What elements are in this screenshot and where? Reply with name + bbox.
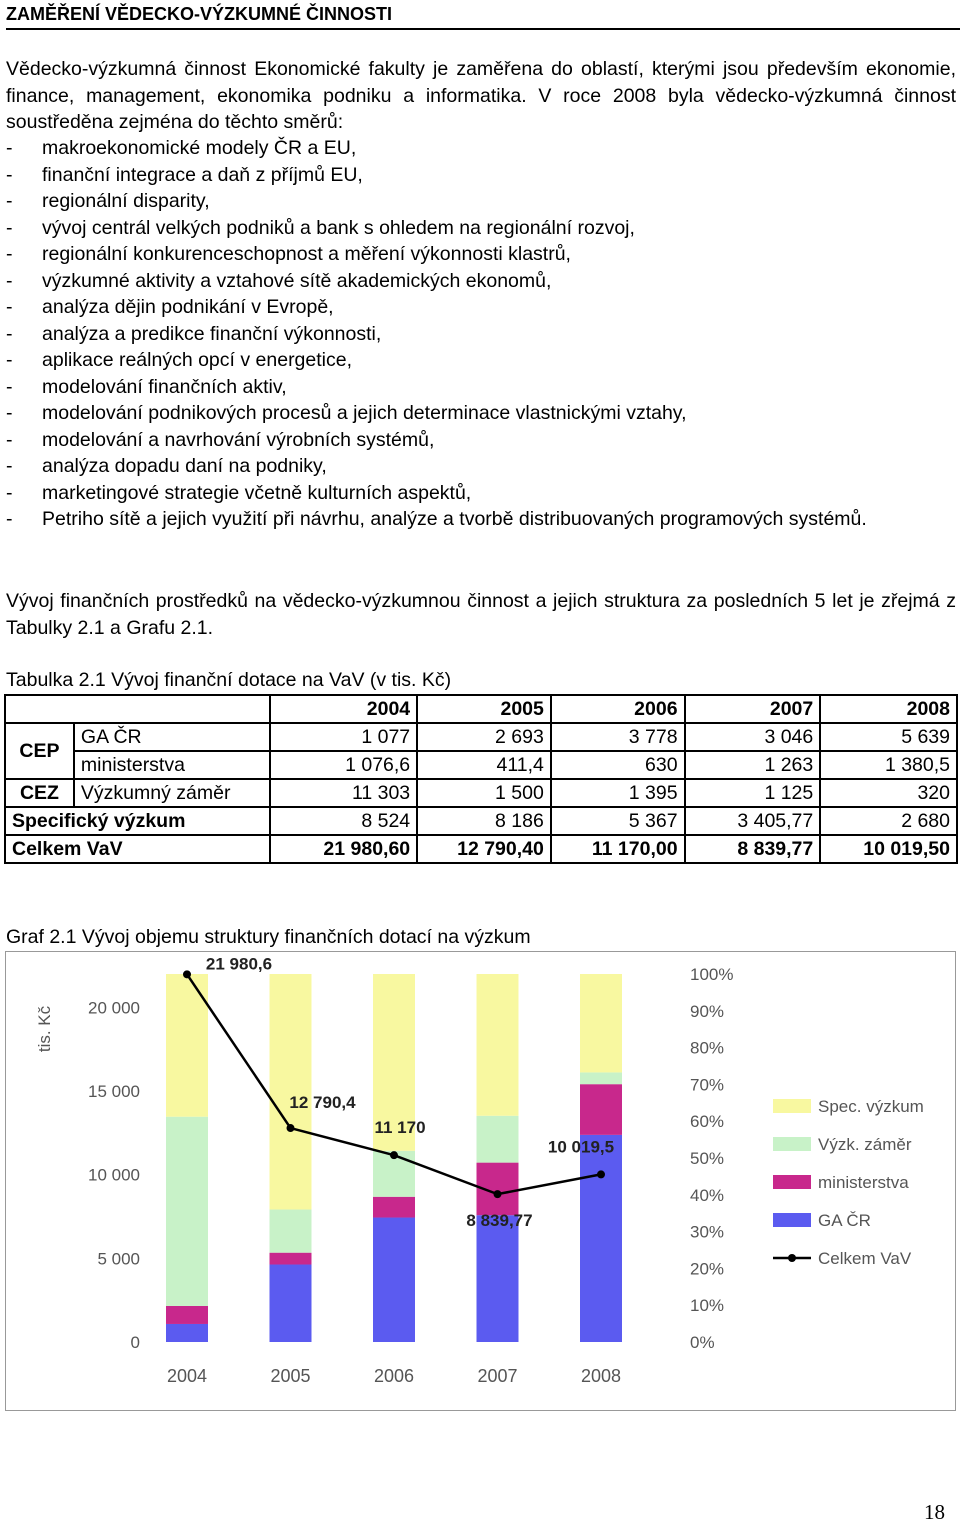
chart-frame (5, 951, 956, 1411)
legend-swatch (773, 1213, 811, 1227)
funding-chart (6, 952, 955, 1410)
funding-text: Vývoj finančních prostředků na vědecko-výzkumnou činnost a jejich struktura za posledních 5 let je zřejmá z Tabulky 2.1 a Grafu 2.1. (6, 590, 956, 639)
left-axis-tick-label: 5 000 (97, 1249, 140, 1269)
table-cell: 2 680 (820, 807, 957, 835)
legend-label: Výzk. záměr (818, 1135, 912, 1154)
table-row (5, 779, 957, 807)
research-directions-list (6, 135, 956, 533)
right-axis-tick-label: 60% (690, 1112, 725, 1132)
total-line-data-label: 10 019,5 (547, 1137, 615, 1157)
bar-segment-ministerstva (166, 1306, 208, 1324)
right-axis-tick-label: 50% (690, 1149, 725, 1168)
legend-line-marker (788, 1254, 796, 1262)
total-line-point (494, 1190, 502, 1198)
total-line-point (287, 1124, 295, 1132)
table-cell: 11 303 (270, 779, 418, 807)
bar-segment-ministerstva (270, 1253, 312, 1265)
bar-segment-ga-r (477, 1215, 519, 1342)
intro-paragraph (6, 56, 956, 136)
year-header: 2004 (270, 695, 418, 723)
funding-paragraph (6, 588, 956, 641)
table-cell: 1 077 (270, 723, 418, 751)
total-line-data-label: 12 790,4 (289, 1093, 356, 1113)
bar-segment-ga-r (166, 1324, 208, 1342)
chart-caption: Graf 2.1 Vývoj objemu struktury finančních dotací na výzkum (6, 926, 531, 948)
x-axis-tick-label: 2006 (373, 1366, 415, 1386)
table-total-row (5, 835, 957, 863)
bar-segment-ministerstva (580, 1084, 622, 1135)
bar-segment-ministerstva (373, 1197, 415, 1218)
year-header: 2008 (820, 695, 957, 723)
total-line-point (597, 1170, 605, 1178)
bar-segment-ga-r (270, 1265, 312, 1342)
table-cell: 320 (820, 779, 957, 807)
table-cell: 3 778 (551, 723, 685, 751)
list-item: - regionální konkurenceschopnost a měření výkonnosti klastrů, (6, 243, 571, 265)
bar-segment-spec-v-zkum (477, 974, 519, 1116)
total-line-point (390, 1151, 398, 1159)
intro-text: Vědecko-výzkumná činnost Ekonomické fakulty je zaměřena do oblastí, kterými jsou především ekonomie, finance, management, ekonomika podniku a informatika. V roce 2008 byla vědecko-výzkumná činnost soustředěna zejména do těchto směrů: (6, 58, 956, 133)
total-line-data-label: 21 980,6 (205, 954, 273, 974)
table-row (5, 751, 957, 779)
row-label: ministerstva (74, 751, 270, 779)
list-item: - výzkumné aktivity a vztahové sítě akademických ekonomů, (6, 269, 552, 292)
total-line-point (183, 970, 191, 978)
right-axis-tick-label: 80% (690, 1038, 725, 1058)
table-cell: 10 019,50 (820, 835, 957, 863)
table-cell: 1 125 (685, 779, 821, 807)
bar-segment-v-zk-z-m-r (166, 1117, 208, 1306)
row-label: Celkem VaV (5, 835, 270, 863)
x-axis-tick-label: 2008 (580, 1366, 622, 1386)
list-item: - Petriho sítě a jejich využití při návrhu, analýze a tvorbě distribuovaných programových systémů. (6, 508, 867, 530)
list-item: - analýza dějin podnikání v Evropě, (6, 296, 334, 318)
list-item: - analýza dopadu daní na podniky, (6, 455, 327, 477)
section-heading: ZAMĚŘENÍ VĚDECKO-VÝZKUMNÉ ČINNOSTI (6, 2, 960, 30)
bar-segment-v-zk-z-m-r (270, 1210, 312, 1253)
legend-label: Celkem VaV (818, 1249, 912, 1268)
list-item: - makroekonomické modely ČR a EU, (6, 137, 357, 159)
table-cell: 3 405,77 (685, 807, 821, 835)
total-line-data-label: 11 170 (374, 1118, 426, 1138)
table-cell: 11 170,00 (551, 835, 685, 863)
table-cell: 12 790,40 (417, 835, 551, 863)
table-cell: 1 076,6 (270, 751, 418, 779)
cez-group-label: CEZ (5, 779, 74, 807)
right-axis-tick-label: 100% (690, 965, 734, 984)
table-cell: 5 639 (820, 723, 957, 751)
list-item: - modelování finančních aktiv, (6, 375, 287, 398)
left-axis-tick-label: 10 000 (88, 1165, 140, 1185)
list-item: - regionální disparity, (6, 190, 210, 212)
bar-segment-ga-r (373, 1218, 415, 1342)
right-axis-tick-label: 70% (690, 1075, 725, 1095)
total-line-data-label: 8 839,77 (466, 1211, 533, 1231)
right-axis-tick-label: 30% (690, 1222, 725, 1242)
bar-segment-spec-v-zkum (270, 974, 312, 1210)
list-item: - analýza a predikce finanční výkonnosti, (6, 322, 382, 345)
legend-label: ministerstva (818, 1173, 909, 1192)
row-label: Specifický výzkum (5, 807, 270, 835)
list-item: - marketingové strategie včetně kulturních aspektů, (6, 481, 472, 504)
table-cell: 8 524 (270, 807, 418, 835)
right-axis-tick-label: 10% (690, 1296, 725, 1316)
table-cell: 3 046 (685, 723, 821, 751)
list-item: - vývoj centrál velkých podniků a bank s ohledem na regionální rozvoj, (6, 216, 635, 239)
page-number: 18 (924, 1500, 945, 1524)
left-axis-tick-label: 15 000 (88, 1082, 140, 1102)
year-header: 2007 (685, 695, 821, 723)
legend-swatch (773, 1137, 811, 1151)
y-axis-title: tis. Kč (35, 1005, 54, 1053)
table-cell: 21 980,60 (270, 835, 418, 863)
x-axis-tick-label: 2005 (270, 1366, 311, 1386)
cep-group-label: CEP (5, 723, 74, 779)
left-axis-tick-label: 0 (130, 1333, 140, 1352)
table-caption: Tabulka 2.1 Vývoj finanční dotace na VaV (v tis. Kč) (6, 669, 452, 691)
x-axis-tick-label: 2007 (477, 1366, 518, 1386)
list-item: - modelování podnikových procesů a jejich determinace vlastnickými vztahy, (6, 402, 687, 424)
bar-segment-v-zk-z-m-r (477, 1116, 519, 1163)
legend-label: Spec. výzkum (818, 1097, 924, 1116)
year-header: 2005 (417, 695, 551, 723)
table-cell: 8 839,77 (685, 835, 821, 863)
table-row (5, 807, 957, 835)
row-label: Výzkumný záměr (74, 779, 270, 807)
bar-segment-spec-v-zkum (580, 974, 622, 1072)
right-axis-tick-label: 20% (690, 1259, 725, 1279)
list-item: - aplikace reálných opcí v energetice, (6, 349, 353, 371)
list-item: - modelování a navrhování výrobních systémů, (6, 428, 435, 451)
row-label: GA ČR (74, 723, 270, 751)
legend-swatch (773, 1175, 811, 1189)
table-cell: 1 380,5 (820, 751, 957, 779)
legend-label: GA ČR (818, 1211, 871, 1230)
table-cell: 1 263 (685, 751, 821, 779)
table-row (5, 723, 957, 751)
table-cell: 8 186 (417, 807, 551, 835)
table-cell: 630 (551, 751, 685, 779)
table-cell: 1 500 (417, 779, 551, 807)
bar-segment-ga-r (580, 1135, 622, 1342)
table-corner-cell (5, 695, 270, 723)
table-cell: 2 693 (417, 723, 551, 751)
table-cell: 5 367 (551, 807, 685, 835)
right-axis-tick-label: 40% (690, 1185, 725, 1205)
legend-swatch (773, 1099, 811, 1113)
right-axis-tick-label: 0% (690, 1333, 715, 1352)
right-axis-tick-label: 90% (690, 1001, 725, 1021)
table-cell: 1 395 (551, 779, 685, 807)
funding-table (4, 694, 958, 864)
x-axis-tick-label: 2004 (166, 1366, 208, 1386)
bar-segment-v-zk-z-m-r (580, 1072, 622, 1084)
table-header-row (5, 695, 957, 723)
table-cell: 411,4 (417, 751, 551, 779)
list-item: - finanční integrace a daň z příjmů EU, (6, 163, 363, 186)
left-axis-tick-label: 20 000 (88, 998, 140, 1018)
year-header: 2006 (551, 695, 685, 723)
